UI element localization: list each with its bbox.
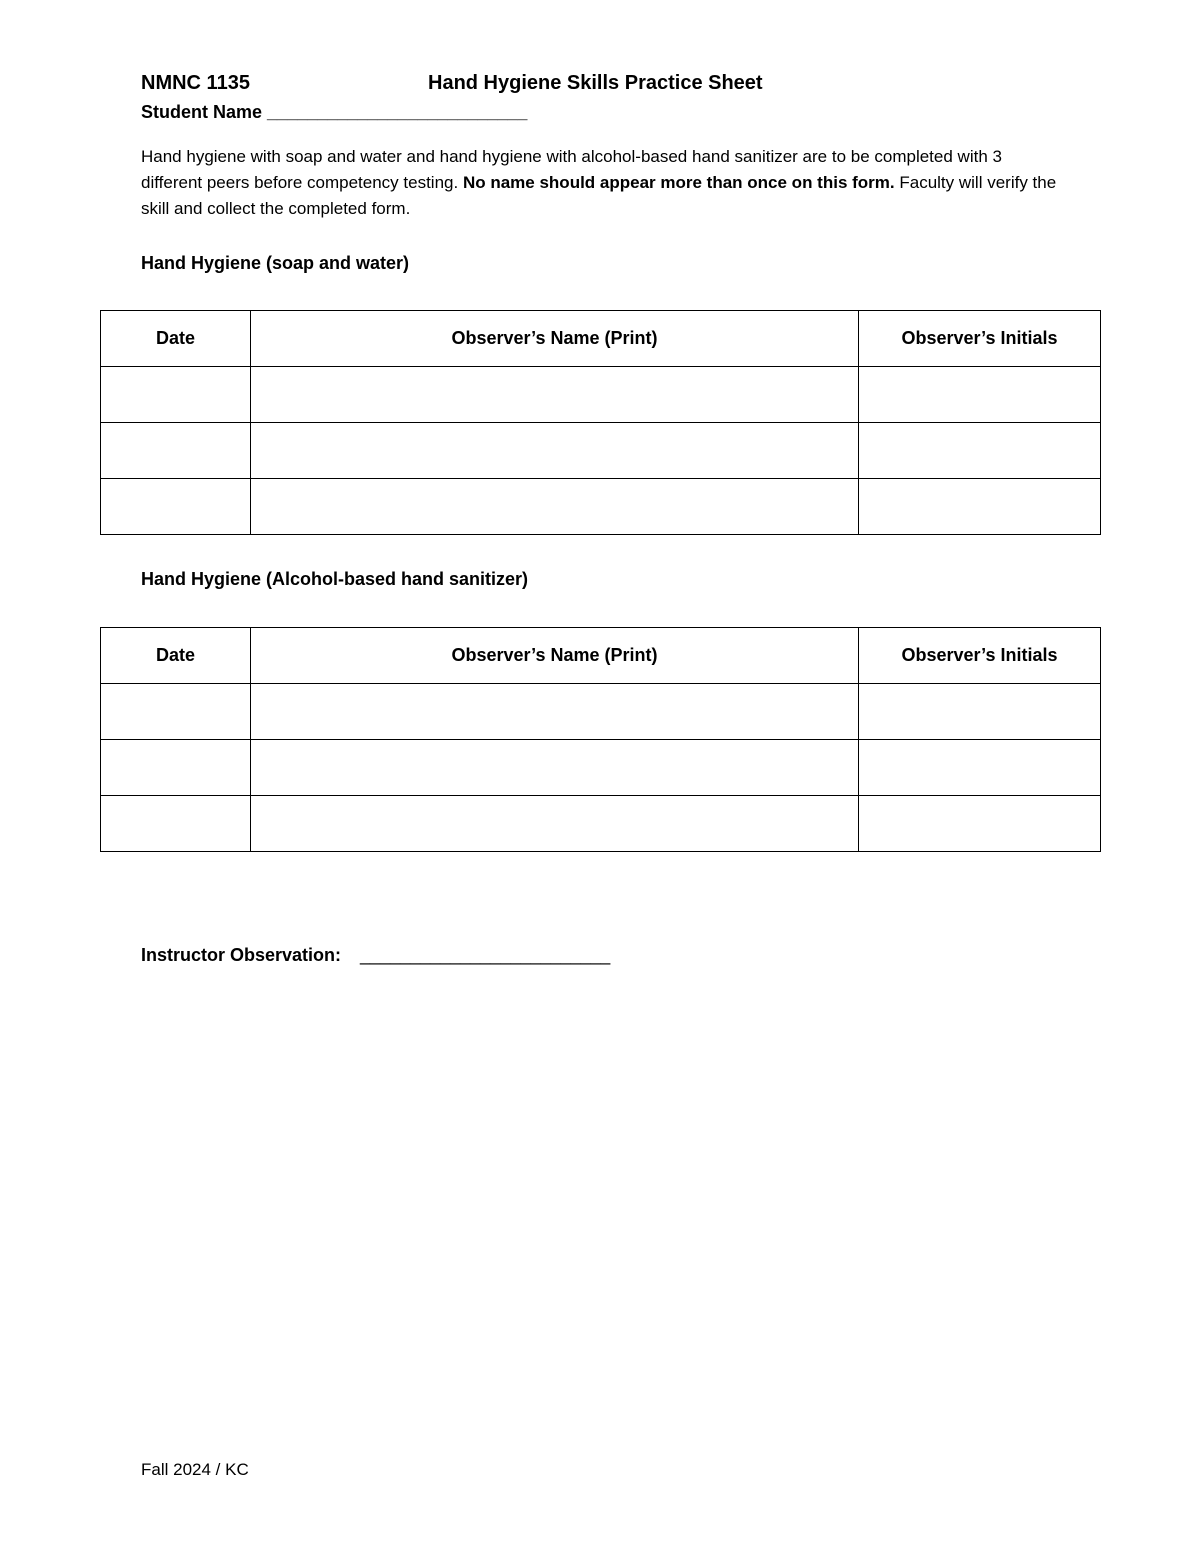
observer-initials-cell[interactable]: [859, 367, 1101, 423]
footer-text: Fall 2024 / KC: [141, 1460, 249, 1479]
instructions-bold-warning: No name should appear more than once on this form.: [462, 173, 895, 192]
observer-initials-cell[interactable]: [859, 740, 1101, 796]
column-header-observer-name: Observer’s Name (Print): [251, 311, 859, 367]
table-header-row: [101, 628, 1101, 684]
column-header-date: Date: [101, 311, 251, 367]
table-row: [101, 423, 1101, 479]
date-cell[interactable]: [101, 423, 251, 479]
date-cell[interactable]: [101, 684, 251, 740]
observer-name-cell[interactable]: [251, 740, 859, 796]
table-header-row: [101, 311, 1101, 367]
instructor-observation-label: Instructor Observation:: [141, 945, 342, 965]
course-code: NMNC 1135: [141, 72, 250, 94]
student-name-blank[interactable]: __________________________: [267, 102, 528, 122]
column-header-date: Date: [101, 628, 251, 684]
table-row: [101, 796, 1101, 852]
section-heading-soap-water: Hand Hygiene (soap and water): [141, 253, 410, 273]
observer-initials-cell[interactable]: [859, 796, 1101, 852]
document-header: [141, 72, 1041, 100]
student-name-label: Student Name: [141, 102, 263, 122]
observer-name-cell[interactable]: [251, 479, 859, 535]
document-title: Hand Hygiene Skills Practice Sheet: [428, 72, 763, 94]
date-cell[interactable]: [101, 796, 251, 852]
instructor-observation-blank[interactable]: _________________________: [360, 945, 611, 965]
date-cell[interactable]: [101, 479, 251, 535]
observer-name-cell[interactable]: [251, 796, 859, 852]
column-header-observer-initials: Observer’s Initials: [859, 628, 1101, 684]
table-row: [101, 479, 1101, 535]
table-row: [101, 740, 1101, 796]
column-header-observer-initials: Observer’s Initials: [859, 311, 1101, 367]
observer-name-cell[interactable]: [251, 684, 859, 740]
observer-initials-cell[interactable]: [859, 479, 1101, 535]
soap-water-table: [100, 310, 1101, 535]
instructions-text-1: Hand hygiene with soap and water and hand hygiene with alcohol-based hand sanitizer are to be completed with 3 different peers before competency testing.: [141, 147, 1002, 192]
instructions-text-2: Faculty will verify the skill and collect the completed form.: [141, 173, 1057, 218]
table-row: [101, 684, 1101, 740]
table-row: [101, 367, 1101, 423]
sanitizer-table: [100, 627, 1101, 852]
observer-name-cell[interactable]: [251, 367, 859, 423]
observer-initials-cell[interactable]: [859, 684, 1101, 740]
observer-name-cell[interactable]: [251, 423, 859, 479]
observer-initials-cell[interactable]: [859, 423, 1101, 479]
column-header-observer-name: Observer’s Name (Print): [251, 628, 859, 684]
section-heading-sanitizer: Hand Hygiene (Alcohol-based hand sanitizer): [141, 569, 529, 589]
date-cell[interactable]: [101, 367, 251, 423]
date-cell[interactable]: [101, 740, 251, 796]
instructor-observation-line: [141, 945, 610, 966]
student-name-line: [141, 102, 527, 123]
instructions-paragraph: [141, 144, 1061, 222]
